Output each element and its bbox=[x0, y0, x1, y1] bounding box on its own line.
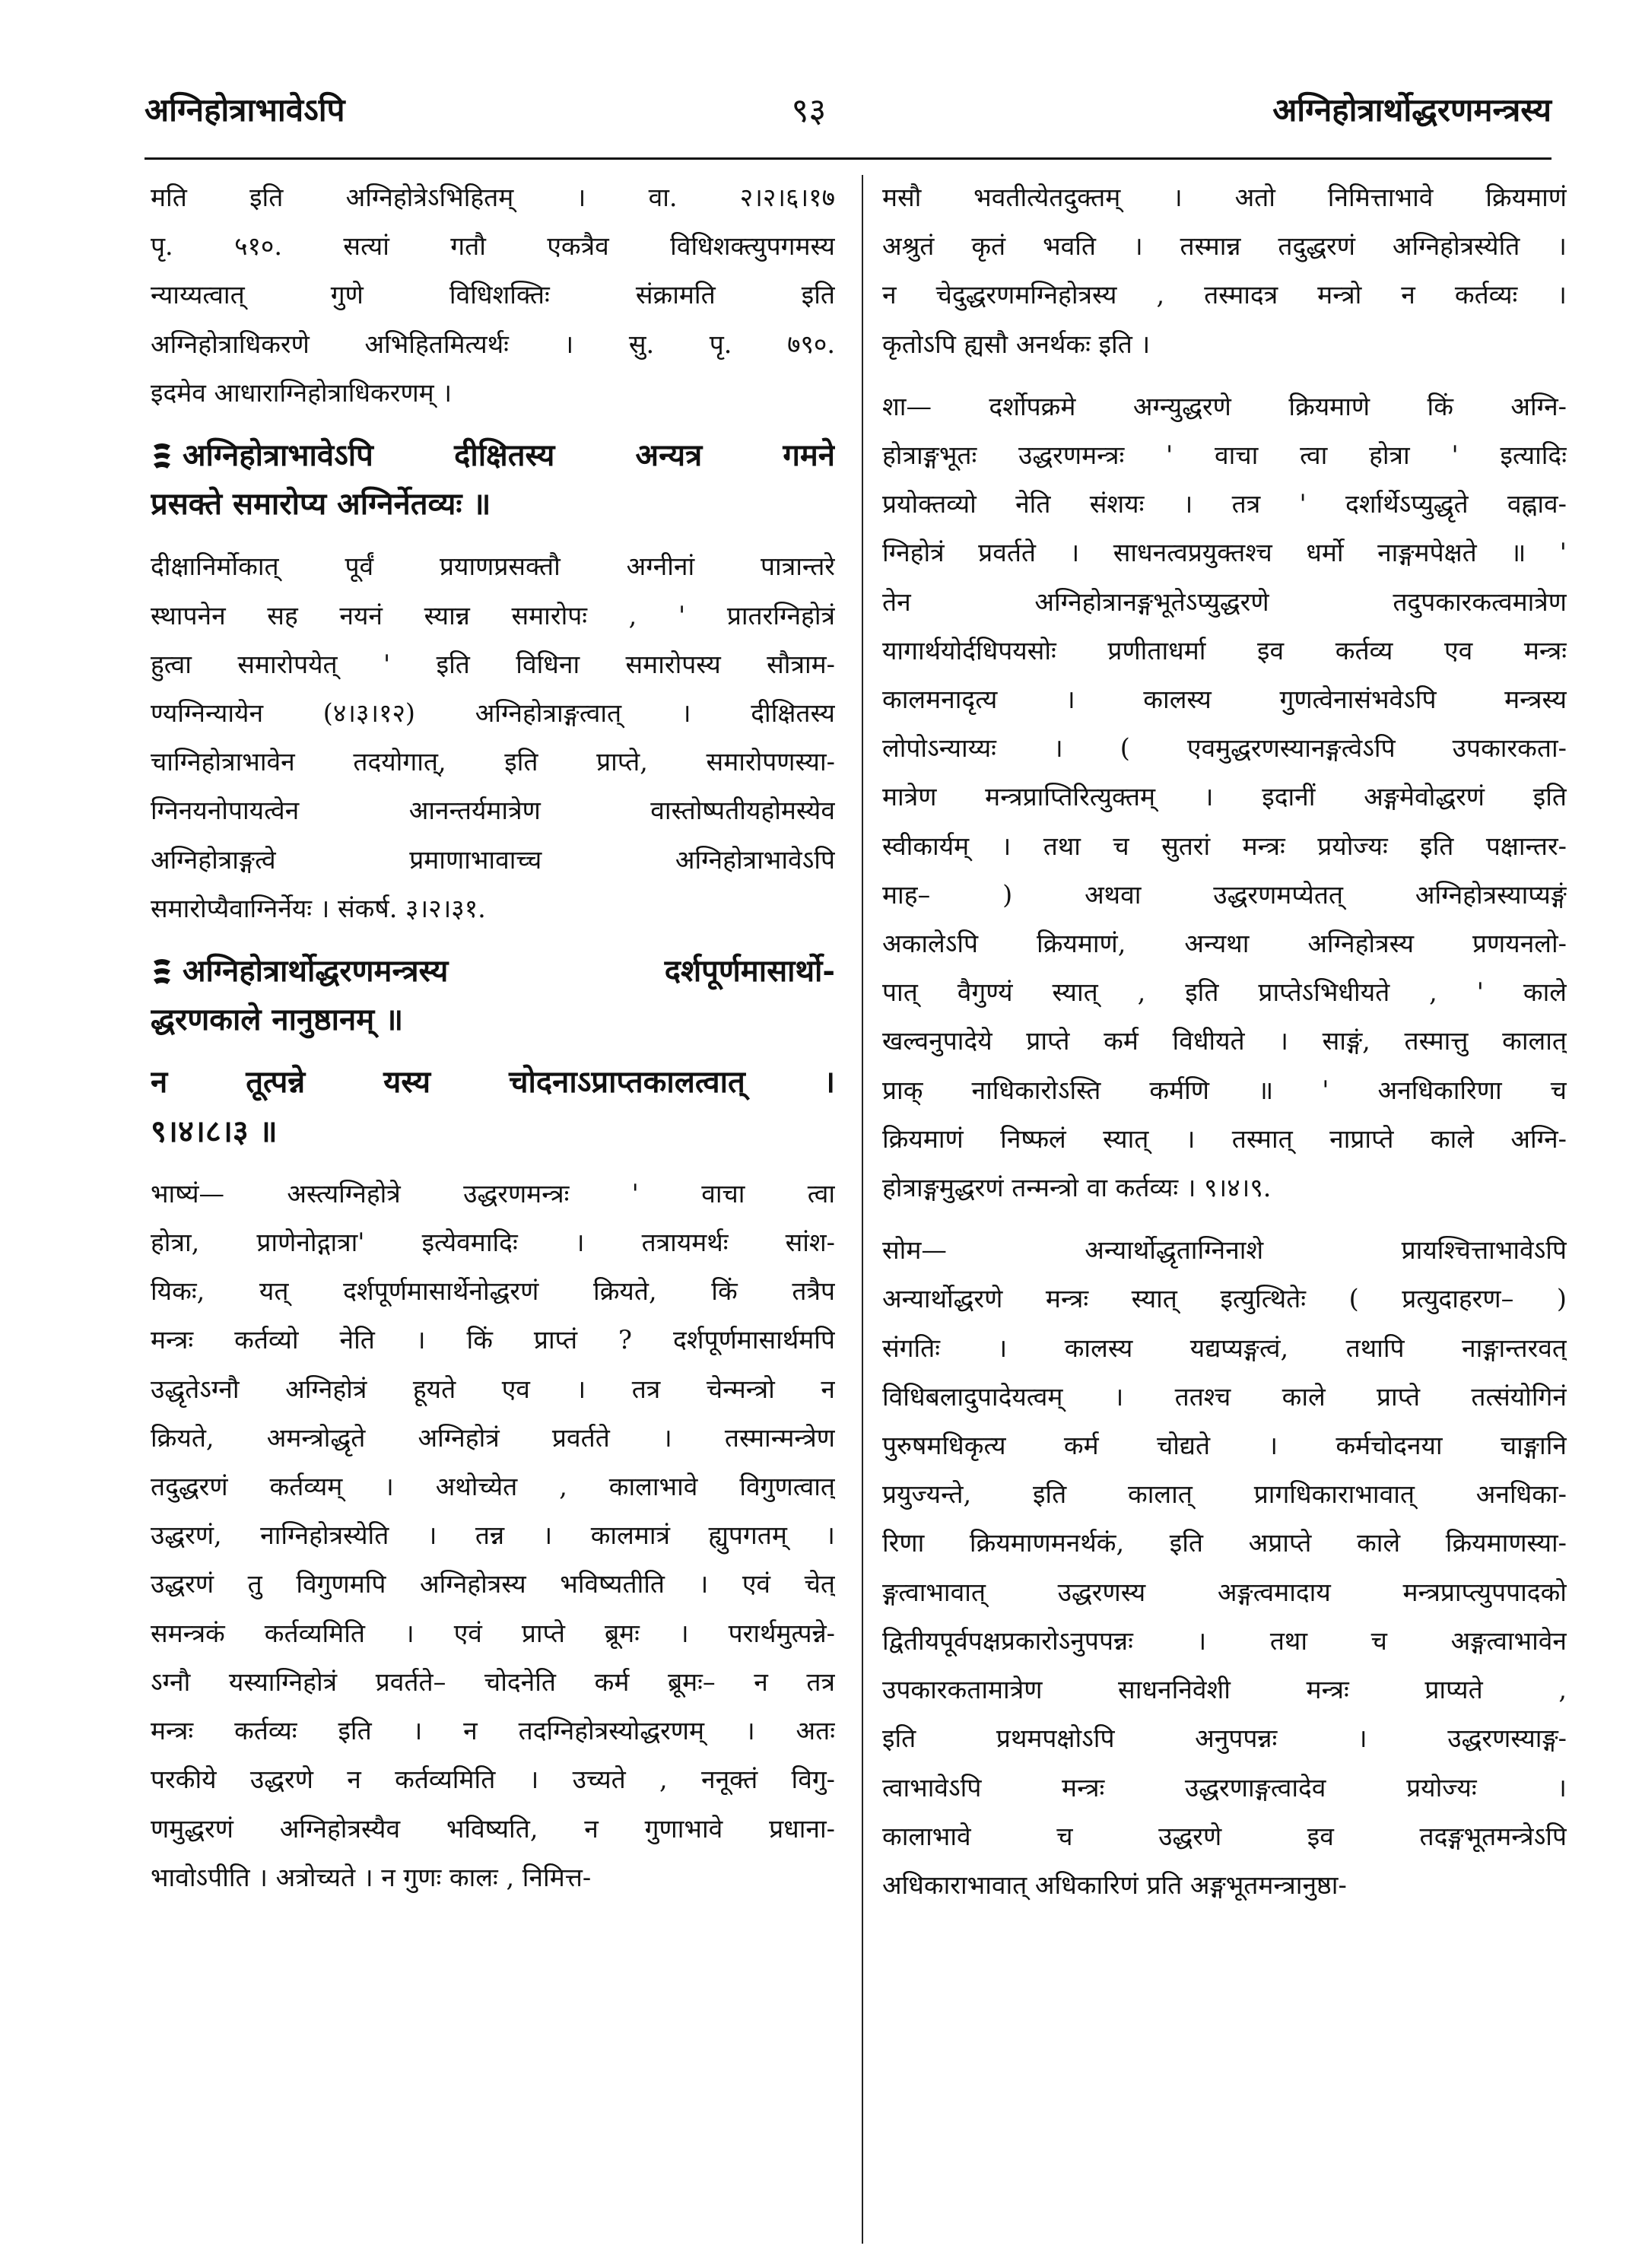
text-line: पृ. ५१०. सत्यां गतौ एकत्रैव विधिशक्त्युपगमस्य bbox=[151, 231, 835, 262]
sutra bbox=[151, 1058, 835, 1155]
text-line: समारोप्यैवाग्निर्नेयः । संकर्ष. ३।२।३१. bbox=[151, 893, 486, 923]
section-mark-icon bbox=[151, 441, 173, 470]
text-line: मसौ भवतीत्येतदुक्तम् । अतो निमित्ताभावे क्रियमाणं bbox=[882, 183, 1567, 212]
text-line: यिकः, यत् दर्शपूर्णमासार्थेनोद्धरणं क्रियते, किं तत्रैप bbox=[151, 1276, 835, 1307]
text-line: ङ्गत्वाभावात् उद्धरणस्य अङ्गत्वमादाय मन्त्रप्राप्त्युपपादको bbox=[882, 1577, 1567, 1607]
text-line: पात् वैगुण्यं स्यात् , इति प्राप्तेऽभिधीयते , ' काले bbox=[882, 977, 1567, 1008]
text-line: होत्राङ्गभूतः उद्धरणमन्त्रः ' वाचा त्वा होत्रा ' इत्यादिः bbox=[882, 440, 1567, 471]
text-line: परकीये उद्धरणे न कर्तव्यमिति । उच्यते , ननूक्तं विगु- bbox=[151, 1765, 835, 1795]
paragraph bbox=[151, 173, 835, 418]
text-line: लोपोऽन्याय्यः । ( एवमुद्धरणस्यानङ्गत्वेऽपि उपकारकता- bbox=[882, 733, 1567, 764]
text-line: होत्राङ्गमुद्धरणं तन्मन्त्रो वा कर्तव्यः । ९।४।९. bbox=[882, 1173, 1272, 1203]
text-line: उद्धृतेऽग्नौ अग्निहोत्रं हूयते एव । तत्र चेन्मन्त्रो न bbox=[151, 1374, 835, 1404]
text-line: सोम— अन्यार्थोद्धृताग्निनाशे प्रायश्चित्ताभावेऽपि bbox=[882, 1235, 1567, 1266]
text-line: ग्निहोत्रं प्रवर्तते । साधनत्वप्रयुक्तश्च धर्मो नाङ्गमपेक्षते ॥ ' bbox=[882, 538, 1567, 568]
text-line: दीक्षानिर्मोकात् पूर्वं प्रयाणप्रसक्तौ अग्नीनां पात्रान्तरे bbox=[151, 551, 835, 582]
heading-line: द्धरणकाले नानुष्ठानम् ॥ bbox=[151, 1002, 404, 1038]
text-line: अन्यार्थोद्धरणे मन्त्रः स्यात् इत्युत्थितेः ( प्रत्युदाहरण– ) bbox=[882, 1284, 1567, 1314]
text-line: क्रियते, अमन्त्रोद्धृते अग्निहोत्रं प्रवर्तते । तस्मान्मन्त्रेण bbox=[151, 1422, 835, 1453]
text-line: अग्निहोत्राङ्गत्वे प्रमाणाभावाच्च अग्निहोत्राभावेऽपि bbox=[151, 844, 835, 875]
paragraph bbox=[151, 1170, 835, 1902]
text-line: इति प्रथमपक्षोऽपि अनुपपन्नः । उद्धरणस्याङ्ग- bbox=[882, 1723, 1567, 1754]
text-line: उद्धरणं तु विगुणमपि अग्निहोत्रस्य भविष्यतीति । एवं चेत् bbox=[151, 1569, 835, 1599]
text-line: न्याय्यत्वात् गुणे विधिशक्तिः संक्रामति इति bbox=[151, 280, 835, 310]
heading-text: अग्निहोत्राभावेऽपि दीक्षितस्य अन्यत्र गमने bbox=[183, 437, 835, 474]
page-header bbox=[145, 82, 1551, 135]
text-line: शा— दर्शोपक्रमे अग्न्युद्धरणे क्रियमाणे किं अग्नि- bbox=[882, 391, 1567, 421]
text-line: विधिबलादुपादेयत्वम् । ततश्च काले प्राप्ते तत्संयोगिनं bbox=[882, 1381, 1567, 1412]
text-line: ग्निनयनोपायत्वेन आनन्तर्यमात्रेण वास्तोष्पतीयहोमस्येव bbox=[151, 796, 835, 826]
text-line: प्राक् नाधिकारोऽस्ति कर्मणि ॥ ' अनधिकारिणा च bbox=[882, 1075, 1567, 1105]
left-column bbox=[151, 173, 835, 2257]
text-line: अधिकाराभावात् अधिकारिणं प्रति अङ्गभूतमन्त्रानुष्ठा- bbox=[882, 1869, 1347, 1900]
text-line: मन्त्रः कर्तव्यः इति । न तदग्निहोत्रस्योद्धरणम् । अतः bbox=[151, 1716, 835, 1746]
text-line: हुत्वा समारोपयेत् ' इति विधिना समारोपस्य सौत्राम- bbox=[151, 649, 835, 679]
spacer bbox=[151, 418, 835, 431]
text-line: उपकारकतामात्रेण साधननिवेशी मन्त्रः प्राप्यते , bbox=[882, 1675, 1567, 1705]
running-title-right: अग्निहोत्रार्थोद्धरणमन्त्रस्य bbox=[1272, 91, 1551, 129]
section-heading bbox=[151, 947, 835, 1044]
spacer bbox=[882, 1212, 1567, 1226]
text-line: खल्वनुपादेये प्राप्ते कर्म विधीयते । साङ्गं, तस्मात्तु कालात् bbox=[882, 1026, 1567, 1056]
paragraph bbox=[882, 173, 1567, 369]
paragraph bbox=[882, 1226, 1567, 1910]
text-line: भावोऽपीति । अत्रोच्यते । न गुणः कालः , निमित्त- bbox=[151, 1862, 592, 1892]
sutra-line: न तूत्पन्ने यस्य चोदनाऽप्राप्तकालत्वात् । bbox=[151, 1064, 835, 1101]
sutra-line: ९।४।८।३ ॥ bbox=[151, 1113, 278, 1149]
text-line: अकालेऽपि क्रियमाणं, अन्यथा अग्निहोत्रस्य प्रणयनलो- bbox=[882, 929, 1567, 959]
text-line: कालमनादृत्य । कालस्य गुणत्वेनासंभवेऽपि मन्त्रस्य bbox=[882, 685, 1567, 715]
text-line: क्रियमाणं निष्फलं स्यात् । तस्मात् नाप्राप्ते काले अग्नि- bbox=[882, 1123, 1567, 1154]
heading-line: प्रसक्ते समारोप्य अग्निर्नेतव्यः ॥ bbox=[151, 486, 491, 523]
text-line: णमुद्धरणं अग्निहोत्रस्यैव भविष्यति, न गुणाभावे प्रधाना- bbox=[151, 1813, 835, 1844]
text-line: समन्त्रकं कर्तव्यमिति । एवं प्राप्ते ब्रूमः । परार्थमुत्पन्ने- bbox=[151, 1618, 835, 1648]
section-heading bbox=[151, 431, 835, 529]
text-line: चाग्निहोत्राभावेन तदयोगात्, इति प्राप्ते, समारोपणस्या- bbox=[151, 747, 835, 777]
header-rule bbox=[145, 157, 1551, 160]
text-line: तेन अग्निहोत्रानङ्गभूतेऽप्युद्धरणे तदुपकारकत्वमात्रेण bbox=[882, 586, 1567, 617]
spacer bbox=[151, 933, 835, 947]
text-line: प्रयोक्तव्यो नेति संशयः । तत्र ' दर्शार्थेऽप्युद्धृते वह्नाव- bbox=[882, 489, 1567, 519]
text-line: प्रयुज्यन्ते, इति कालात् प्रागधिकाराभावात् अनधिका- bbox=[882, 1479, 1567, 1510]
paragraph bbox=[882, 383, 1567, 1212]
paragraph bbox=[151, 542, 835, 933]
heading-text: अग्निहोत्रार्थोद्धरणमन्त्रस्य दर्शपूर्णमासार्थो- bbox=[183, 953, 835, 989]
text-line: मन्त्रः कर्तव्यो नेति । किं प्राप्तं ? दर्शपूर्णमासार्थमपि bbox=[151, 1325, 835, 1355]
text-line: होत्रा, प्राणेनोद्गात्रा' इत्येवमादिः । तत्रायमर्थः सांश- bbox=[151, 1228, 835, 1258]
text-line: रिणा क्रियमाणमनर्थकं, इति अप्राप्ते काले क्रियमाणस्या- bbox=[882, 1528, 1567, 1558]
right-column bbox=[882, 173, 1567, 2257]
text-line: मति इति अग्निहोत्रेऽभिहितम् । वा. २।२।६।१७ bbox=[151, 183, 835, 212]
text-line: ण्यग्निन्यायेन (४।३।१२) अग्निहोत्राङ्गत्वात् । दीक्षितस्य bbox=[151, 698, 835, 729]
text-line: कालाभावे च उद्धरणे इव तदङ्गभूतमन्त्रेऽपि bbox=[882, 1821, 1567, 1851]
text-line: तदुद्धरणं कर्तव्यम् । अथोच्येत , कालाभावे विगुणत्वात् bbox=[151, 1472, 835, 1502]
running-title-left: अग्निहोत्राभावेऽपि bbox=[145, 91, 345, 129]
text-line: उद्धरणं, नाग्निहोत्रस्येति । तन्न । कालमात्रं ह्युपगतम् । bbox=[151, 1520, 835, 1551]
text-line: स्थापनेन सह नयनं स्यान्न समारोपः , ' प्रातरग्निहोत्रं bbox=[151, 600, 835, 631]
text-line: इदमेव आधाराग्निहोत्राधिकरणम् । bbox=[151, 377, 453, 408]
page-number: ९३ bbox=[791, 91, 827, 130]
text-line: मात्रेण मन्त्रप्राप्तिरित्युक्तम् । इदानीं अङ्गमेवोद्धरणं इति bbox=[882, 782, 1567, 812]
column-divider bbox=[862, 175, 863, 2244]
text-line: अग्निहोत्राधिकरणे अभिहितमित्यर्थः । सु. पृ. ७९०. bbox=[151, 329, 835, 359]
spacer bbox=[151, 1156, 835, 1170]
text-line: भाष्यं— अस्त्यग्निहोत्रे उद्धरणमन्त्रः ' वाचा त्वा bbox=[151, 1178, 835, 1209]
heading-line bbox=[151, 431, 835, 480]
text-line: यागार्थयोर्दधिपयसोः प्रणीताधर्मा इव कर्तव्य एव मन्त्रः bbox=[882, 635, 1567, 665]
text-line: पुरुषमधिकृत्य कर्म चोद्यते । कर्मचोदनया चाङ्गानि bbox=[882, 1431, 1567, 1461]
text-line: न चेदुद्धरणमग्निहोत्रस्य , तस्मादत्र मन्त्रो न कर्तव्यः । bbox=[882, 280, 1567, 310]
text-line: कृतोऽपि ह्यसौ अनर्थकः इति । bbox=[882, 329, 1151, 359]
heading-line bbox=[151, 947, 835, 996]
spacer bbox=[151, 1044, 835, 1058]
section-mark-icon bbox=[151, 957, 173, 986]
spacer bbox=[151, 529, 835, 542]
text-line: ऽग्नौ यस्याग्निहोत्रं प्रवर्तते– चोदनेति कर्म ब्रूमः– न तत्र bbox=[151, 1666, 835, 1697]
spacer bbox=[882, 369, 1567, 383]
text-line: त्वाभावेऽपि मन्त्रः उद्धरणाङ्गत्वादेव प्रयोज्यः । bbox=[882, 1772, 1567, 1803]
text-line: स्वीकार्यम् । तथा च सुतरां मन्त्रः प्रयोज्यः इति पक्षान्तर- bbox=[882, 831, 1567, 861]
text-line: द्वितीयपूर्वपक्षप्रकारोऽनुपपन्नः । तथा च अङ्गत्वाभावेन bbox=[882, 1625, 1567, 1656]
text-line: अश्रुतं कृतं भवति । तस्मान्न तदुद्धरणं अग्निहोत्रस्येति । bbox=[882, 231, 1567, 262]
text-line: संगतिः । कालस्य यद्यप्यङ्गत्वं, तथापि नाङ्गान्तरवत् bbox=[882, 1333, 1567, 1363]
text-line: माह– ) अथवा उद्धरणमप्येतत् अग्निहोत्रस्याप्यङ्गं bbox=[882, 879, 1567, 910]
